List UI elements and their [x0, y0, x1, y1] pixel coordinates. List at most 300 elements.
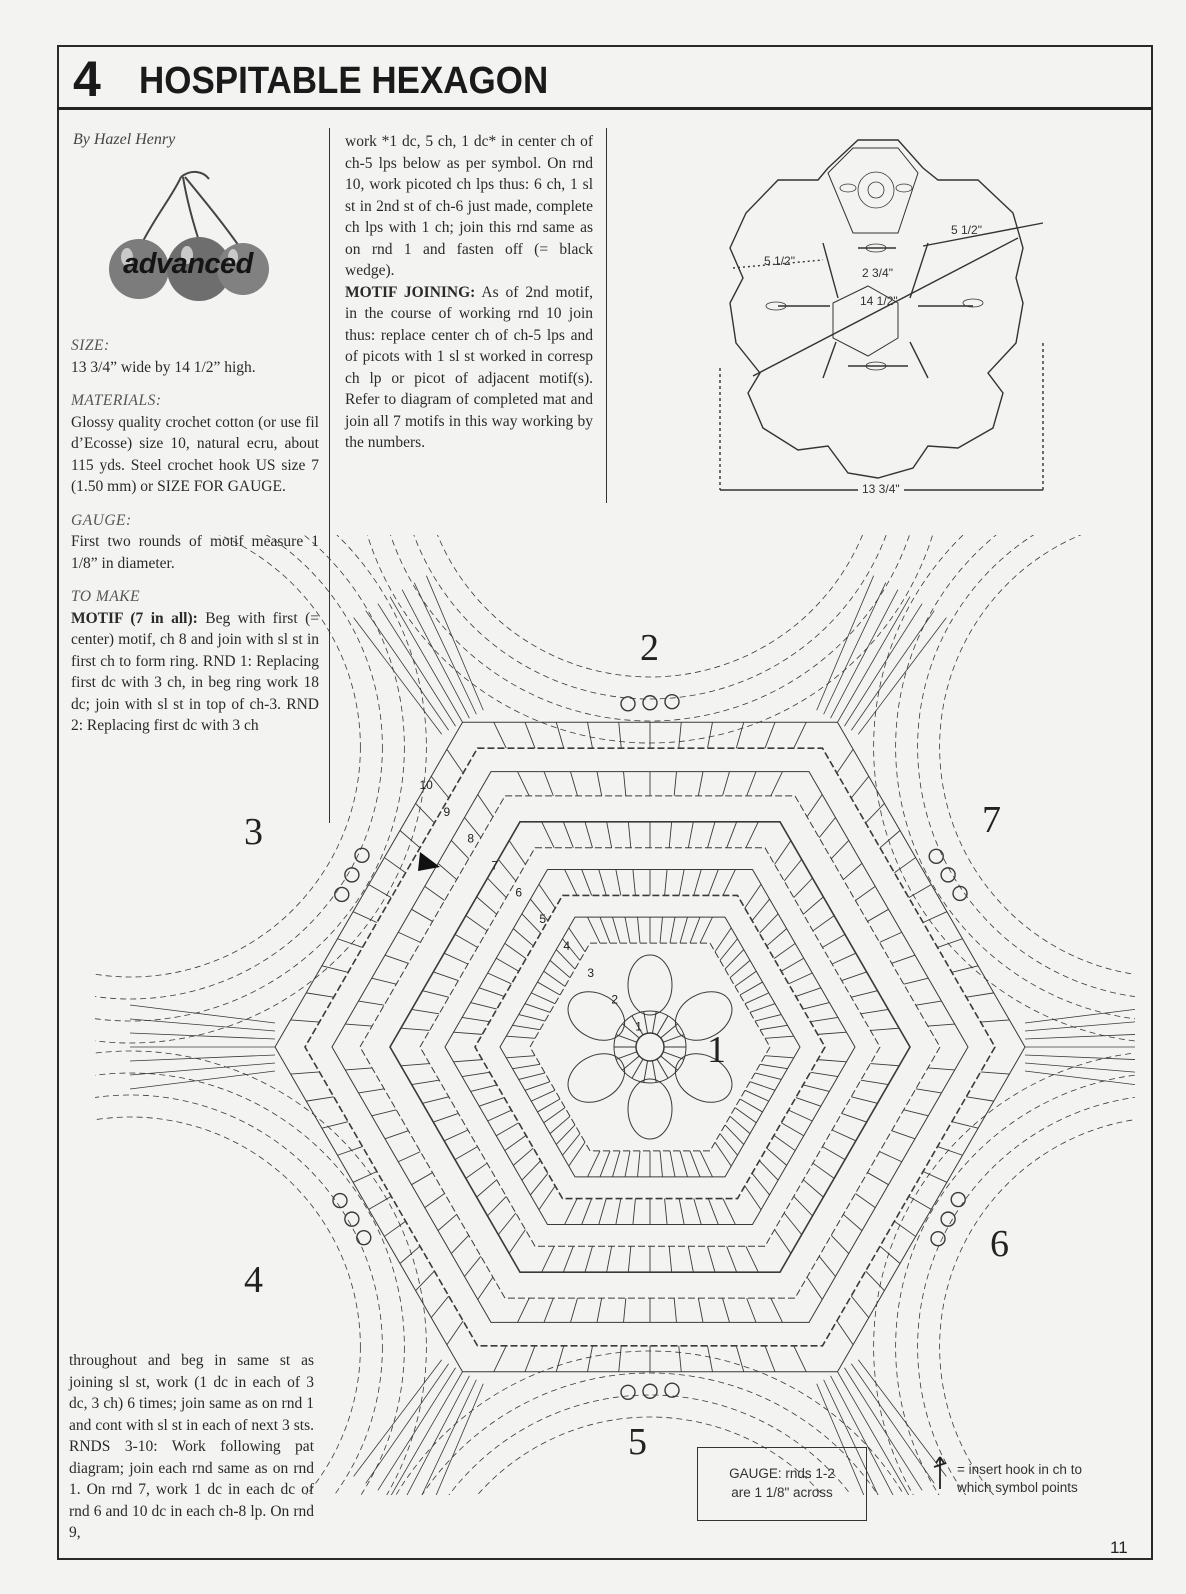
dc-stitch [369, 1196, 392, 1209]
dc-stitch [680, 1151, 688, 1177]
dc-stitch [488, 973, 512, 984]
instructions-continued: throughout and beg in same st as joining sl st, work (1 dc in each of 3 dc, 3 ch) 6 times; join same as on rnd 1 and cont with sl st in each of next 3 sts. RNDS 3-10: Work following pat diagram; join each rnd same as on rnd 1. On rnd 7, work 1 dc in each dc of rnd 6 and 10 dc in each ch-8 lp. On rnd 9, [69, 1352, 314, 1541]
dc-stitch [488, 1110, 512, 1121]
dc-stitch [928, 1024, 955, 1026]
dc-stitch [708, 1199, 718, 1225]
insert-hook-icon [930, 1453, 950, 1493]
dc-stitch [909, 885, 932, 898]
round-10-hexagon [332, 772, 968, 1323]
dc-stitch [506, 1036, 535, 1038]
dc-stitch [740, 1099, 763, 1112]
dc-stitch [708, 822, 716, 848]
dc-stitch [894, 1221, 915, 1236]
dc-stitch [818, 1060, 847, 1062]
materials-text: Glossy quality crochet cotton (or use fil d’Ecosse) size 10, natural ecru, about 115 yds. Steel crochet hook US size 7 (1.50 mm) or SIZE FOR GAUGE. [71, 413, 319, 495]
dc-stitch [868, 909, 889, 921]
dc-stitch [819, 818, 835, 838]
dc-stitch [669, 1246, 672, 1272]
dc-stitch [423, 1097, 449, 1103]
dc-stitch [412, 1009, 440, 1013]
dc-stitch [868, 1173, 889, 1185]
dc-stitch [633, 869, 636, 895]
dc-stitch [398, 1152, 420, 1162]
dc-stitch [638, 917, 641, 943]
dc-stitch [433, 972, 458, 981]
dc-stitch [916, 1001, 942, 1005]
dc-stitch [670, 1151, 675, 1177]
motif-number-2: 2 [640, 627, 659, 669]
dc-stitch [359, 1001, 385, 1005]
dc-stitch [794, 1346, 807, 1372]
dc-stitch [613, 917, 621, 943]
dc-stitch [831, 840, 849, 858]
dc-stitch [506, 1056, 535, 1058]
dim-label-height: 14 1/2" [860, 294, 898, 308]
dc-stitch [765, 1346, 775, 1372]
dc-stitch [454, 1060, 483, 1062]
dc-stitch [870, 1064, 899, 1066]
dc-stitch [556, 1346, 564, 1372]
dc-stitch [544, 1298, 553, 1322]
dc-stitch [494, 1346, 507, 1372]
dc-stitch [462, 1072, 490, 1076]
dc-stitch [880, 830, 900, 847]
dc-stitch [832, 953, 856, 964]
dc-stitch [775, 1230, 791, 1254]
dc-stitch [823, 1147, 846, 1160]
dc-stitch [359, 1089, 385, 1093]
dim-label-right: 5 1/2" [951, 223, 982, 237]
neighbor-motif-round [874, 535, 1135, 1043]
joining-picot [621, 1385, 635, 1399]
dc-stitch [519, 1015, 545, 1021]
dc-stitch [539, 884, 555, 908]
dc-stitch [433, 1113, 458, 1122]
neighbor-motif-round [940, 1117, 1135, 1495]
dc-stitch [478, 1277, 493, 1299]
dc-stitch [810, 1072, 838, 1076]
dc-stitch [444, 1130, 468, 1141]
dc-stitch [752, 1173, 770, 1195]
dc-stitch [690, 917, 700, 943]
dc-stitch [752, 899, 770, 921]
dc-stitch [723, 772, 730, 796]
dc-stitch [466, 916, 487, 931]
dc-stitch [938, 1147, 963, 1156]
dc-stitch [563, 822, 573, 848]
dc-stitch [444, 953, 468, 964]
round-1-stitch [661, 1056, 678, 1070]
dc-stitch [715, 1142, 731, 1166]
dc-stitch [803, 1085, 829, 1091]
column-divider-middle [606, 128, 607, 503]
dc-stitch [866, 1271, 885, 1290]
size-text: 13 3/4” wide by 14 1/2” high. [71, 358, 256, 376]
dc-stitch [923, 1171, 947, 1182]
dc-stitch [736, 722, 744, 748]
dc-stitch [745, 1186, 761, 1210]
dc-stitch [679, 722, 682, 748]
dc-stitch [775, 841, 791, 865]
dc-stitch [781, 958, 804, 971]
dc-stitch [831, 1235, 849, 1253]
dc-stitch [588, 1151, 601, 1177]
dc-stitch [384, 858, 405, 873]
dc-stitch [505, 1135, 526, 1150]
gauge-text: First two rounds of motif measure 1 1/8” in diameter. [71, 533, 319, 572]
dc-stitch [425, 886, 445, 900]
difficulty-badge [103, 165, 273, 305]
dc-stitch [851, 991, 877, 997]
round-number-label: 9 [443, 804, 451, 819]
dc-stitch [789, 1110, 813, 1121]
dc-stitch [416, 1271, 435, 1290]
dc-stitch [531, 1090, 555, 1101]
dc-stitch [488, 878, 507, 897]
neighbor-motif-round [95, 535, 382, 999]
motif-count: (7 in all): [122, 609, 198, 627]
dc-stitch [660, 917, 663, 943]
dc-stitch [670, 917, 675, 943]
page-number: 11 [1110, 1538, 1128, 1557]
dc-stitch [466, 1163, 487, 1178]
dc-stitch [796, 1098, 821, 1107]
dim-label-left: 5 1/2" [764, 254, 795, 268]
dc-stitch [725, 950, 744, 969]
dc-stitch [837, 749, 853, 773]
dc-stitch [760, 1025, 788, 1029]
dc-stitch [832, 1130, 856, 1141]
dc-stitch [509, 1230, 525, 1254]
joining-picot [333, 1194, 347, 1208]
dc-stitch [904, 978, 929, 984]
dc-stitch [730, 960, 750, 977]
round-number-label: 8 [467, 831, 475, 846]
neighbor-motif-stitch [130, 1055, 275, 1061]
dc-stitch [597, 1298, 602, 1322]
dc-stitch [755, 1073, 781, 1079]
neighbor-motif-stitch [130, 1019, 275, 1031]
dc-stitch [544, 772, 553, 796]
dc-stitch [369, 885, 392, 898]
dc-stitch [455, 934, 478, 947]
round-1-stitch [616, 1052, 637, 1060]
dc-stitch [479, 1098, 504, 1107]
dc-stitch [880, 1246, 900, 1263]
round-1-stitch [632, 1059, 643, 1078]
dc-stitch [694, 869, 702, 895]
dc-stitch [690, 1151, 700, 1177]
dc-stitch [870, 1028, 899, 1030]
dc-stitch [803, 1003, 829, 1009]
dc-stitch [750, 1004, 775, 1013]
round-number-label: 1 [635, 1019, 642, 1034]
dc-stitch [582, 1199, 592, 1225]
dc-stitch [518, 772, 530, 796]
dc-stitch [571, 1298, 578, 1322]
motif-joining-heading: MOTIF JOINING: [345, 283, 476, 301]
dc-stitch [619, 722, 622, 748]
round-2-petal [628, 955, 672, 1015]
round-2-petal [559, 1044, 633, 1112]
dc-stitch [843, 863, 862, 879]
round-1-stitch [622, 1056, 639, 1070]
dc-stitch [531, 993, 555, 1004]
dc-stitch [851, 1097, 877, 1103]
dc-stitch [736, 1346, 744, 1372]
dc-stitch [451, 1235, 469, 1253]
dc-stitch [542, 822, 555, 848]
dc-stitch [746, 822, 759, 848]
dc-stitch [866, 803, 885, 822]
dc-stitch [518, 1298, 530, 1322]
dc-stitch [688, 1246, 693, 1272]
dc-stitch [338, 939, 363, 948]
dc-stitch [767, 1148, 787, 1165]
dc-stitch [747, 772, 756, 796]
round-number-label: 2 [611, 992, 619, 1007]
pattern-title: HOSPITABLE HEXAGON [139, 60, 549, 102]
round-2-petal [667, 1044, 741, 1112]
cherries-icon [103, 165, 273, 305]
neighbor-motif-round [940, 535, 1135, 977]
dc-stitch [759, 1161, 778, 1180]
dc-stitch [544, 971, 565, 986]
dc-stitch [745, 884, 761, 908]
dc-stitch [431, 776, 449, 798]
dc-stitch [771, 772, 783, 796]
neighbor-motif-round [95, 535, 426, 1043]
dc-stitch [674, 772, 676, 796]
dc-stitch [600, 917, 610, 943]
dc-stitch [550, 960, 570, 977]
neighbor-motif-stitch [414, 1380, 476, 1495]
dc-stitch [794, 722, 807, 748]
dc-stitch [679, 869, 684, 895]
dc-stitch [679, 1199, 684, 1225]
dc-stitch [747, 1298, 756, 1322]
dc-stitch [861, 1080, 889, 1084]
neighbor-motif-round [398, 535, 902, 699]
dc-stitch [750, 1082, 775, 1091]
center-ring [636, 1033, 664, 1061]
dc-stitch [674, 1298, 676, 1322]
dc-stitch [498, 1213, 516, 1235]
round-2-petal [628, 1079, 672, 1139]
dc-stitch [471, 1085, 497, 1091]
round-4-hexagon [500, 917, 800, 1177]
dc-stitch [708, 722, 713, 748]
dc-stitch [530, 1173, 548, 1195]
joining-picot [643, 696, 657, 710]
dc-stitch [784, 1213, 802, 1235]
dc-stitch [477, 897, 497, 914]
dc-stitch [894, 858, 915, 873]
dc-stitch [633, 1199, 636, 1225]
dc-stitch [412, 1080, 440, 1084]
dc-stitch [525, 1346, 535, 1372]
dc-stitch [781, 1123, 804, 1136]
dc-stitch [498, 859, 516, 881]
dc-stitch [843, 1214, 862, 1230]
round-12-hexagon [275, 722, 1025, 1372]
fasten-off-wedge [418, 852, 440, 871]
dc-stitch [544, 1108, 565, 1123]
dc-stitch [807, 1277, 822, 1299]
dc-stitch [966, 993, 994, 997]
dc-stitch [759, 914, 778, 933]
joining-picot [931, 1232, 945, 1246]
dc-stitch [563, 1246, 573, 1272]
dc-stitch [291, 1020, 320, 1022]
dc-stitch [438, 1214, 457, 1230]
dc-stitch [796, 988, 821, 997]
dc-stitch [892, 955, 915, 963]
dc-stitch [625, 1151, 630, 1177]
dc-stitch [715, 928, 731, 952]
dc-stitch [525, 1082, 550, 1091]
dc-stitch [542, 1246, 555, 1272]
dc-stitch [720, 1134, 738, 1156]
dc-stitch [425, 1194, 445, 1208]
dc-stitch [665, 1199, 668, 1225]
dc-stitch [385, 955, 408, 963]
dc-stitch [338, 1147, 363, 1156]
round-1-stitch [657, 1016, 668, 1035]
dc-stitch [353, 1171, 377, 1182]
neighbor-motif-round [896, 535, 1135, 1021]
dc-stitch [619, 1346, 622, 1372]
neighbor-motif-stitch [1025, 1005, 1135, 1023]
dc-stitch [438, 863, 457, 879]
dc-stitch [451, 840, 469, 858]
dc-stitch [588, 917, 601, 943]
dc-stitch [625, 917, 630, 943]
dc-stitch [431, 1296, 449, 1318]
to-make-heading: TO MAKE [71, 588, 141, 605]
dc-stitch [624, 772, 626, 796]
dc-stitch [565, 869, 578, 895]
round-1-stitch [663, 1052, 684, 1060]
dc-stitch [880, 932, 902, 942]
dc-stitch [981, 1072, 1010, 1074]
dc-stitch [803, 897, 823, 914]
dc-stitch [599, 1199, 607, 1225]
motif-lead: MOTIF [71, 609, 123, 627]
dc-stitch [613, 1151, 621, 1177]
dc-stitch [479, 988, 504, 997]
dc-stitch [818, 1032, 847, 1034]
round-number-label: 4 [563, 939, 571, 954]
dc-stitch [525, 1004, 550, 1013]
dc-stitch [519, 1073, 545, 1079]
dc-stitch [700, 917, 713, 943]
dc-stitch [522, 1161, 541, 1180]
dc-stitch [585, 1246, 593, 1272]
dc-stitch [952, 966, 978, 972]
dc-stitch [628, 822, 631, 848]
joining-picot [929, 849, 943, 863]
dc-stitch [813, 916, 834, 931]
dc-stitch [513, 1064, 541, 1068]
dc-stitch [478, 795, 493, 817]
neighbor-motif-stitch [1025, 1033, 1135, 1039]
joining-picot [941, 868, 955, 882]
dc-stitch [855, 1194, 875, 1208]
neighbor-motif-stitch [390, 597, 463, 723]
dc-stitch [813, 1163, 834, 1178]
dc-stitch [563, 1134, 581, 1156]
difficulty-label: advanced [123, 248, 253, 280]
dc-stitch [538, 982, 561, 995]
dc-stitch [412, 1173, 433, 1185]
dc-stitch [588, 722, 593, 748]
dc-stitch [494, 722, 507, 748]
dc-stitch [708, 869, 718, 895]
dc-stitch [538, 1099, 561, 1112]
dc-stitch [513, 1025, 541, 1029]
dc-stitch [372, 978, 397, 984]
dc-stitch [765, 722, 775, 748]
joining-picot [621, 697, 635, 711]
title-bar [57, 45, 1153, 109]
dc-stitch [892, 1131, 915, 1139]
dc-stitch [819, 1256, 835, 1276]
dc-stitch [720, 939, 738, 961]
dc-stitch [416, 803, 435, 822]
dc-stitch [423, 991, 449, 997]
dc-stitch [966, 1097, 994, 1101]
dc-stitch [923, 912, 947, 923]
dc-stitch [400, 1246, 420, 1263]
neighbor-motif-stitch [130, 1063, 275, 1075]
dc-stitch [582, 869, 592, 895]
dc-stitch [730, 1116, 750, 1133]
neighbor-motif-round [918, 1095, 1135, 1495]
dc-stitch [807, 795, 822, 817]
dc-stitch [496, 958, 519, 971]
dc-stitch [525, 722, 535, 748]
joining-picot [665, 695, 679, 709]
dc-stitch [585, 822, 593, 848]
dc-stitch [447, 1321, 463, 1345]
dc-stitch [569, 1142, 585, 1166]
round-number-label: 6 [515, 885, 523, 900]
dc-stitch [588, 1346, 593, 1372]
motif-number-3: 3 [244, 811, 263, 853]
motif-number-7: 7 [982, 799, 1001, 841]
dc-stitch [665, 869, 668, 895]
dc-stitch [401, 1028, 430, 1030]
round-number-label: 10 [419, 778, 433, 792]
dc-stitch [412, 909, 433, 921]
motif-number-4: 4 [244, 1259, 263, 1301]
pattern-number: 4 [73, 51, 101, 107]
dc-stitch [599, 869, 607, 895]
joining-picot [335, 887, 349, 901]
dc-stitch [401, 1064, 430, 1066]
dc-stitch [306, 993, 334, 997]
gauge-box [697, 1447, 867, 1521]
round-1-stitch [657, 1059, 668, 1078]
dc-stitch [607, 1246, 612, 1272]
dc-stitch [727, 822, 737, 848]
dc-stitch [771, 1298, 783, 1322]
dc-stitch [760, 1064, 788, 1068]
dc-stitch [322, 1122, 348, 1128]
dc-stitch [855, 886, 875, 900]
motif-number-5: 5 [628, 1421, 647, 1463]
